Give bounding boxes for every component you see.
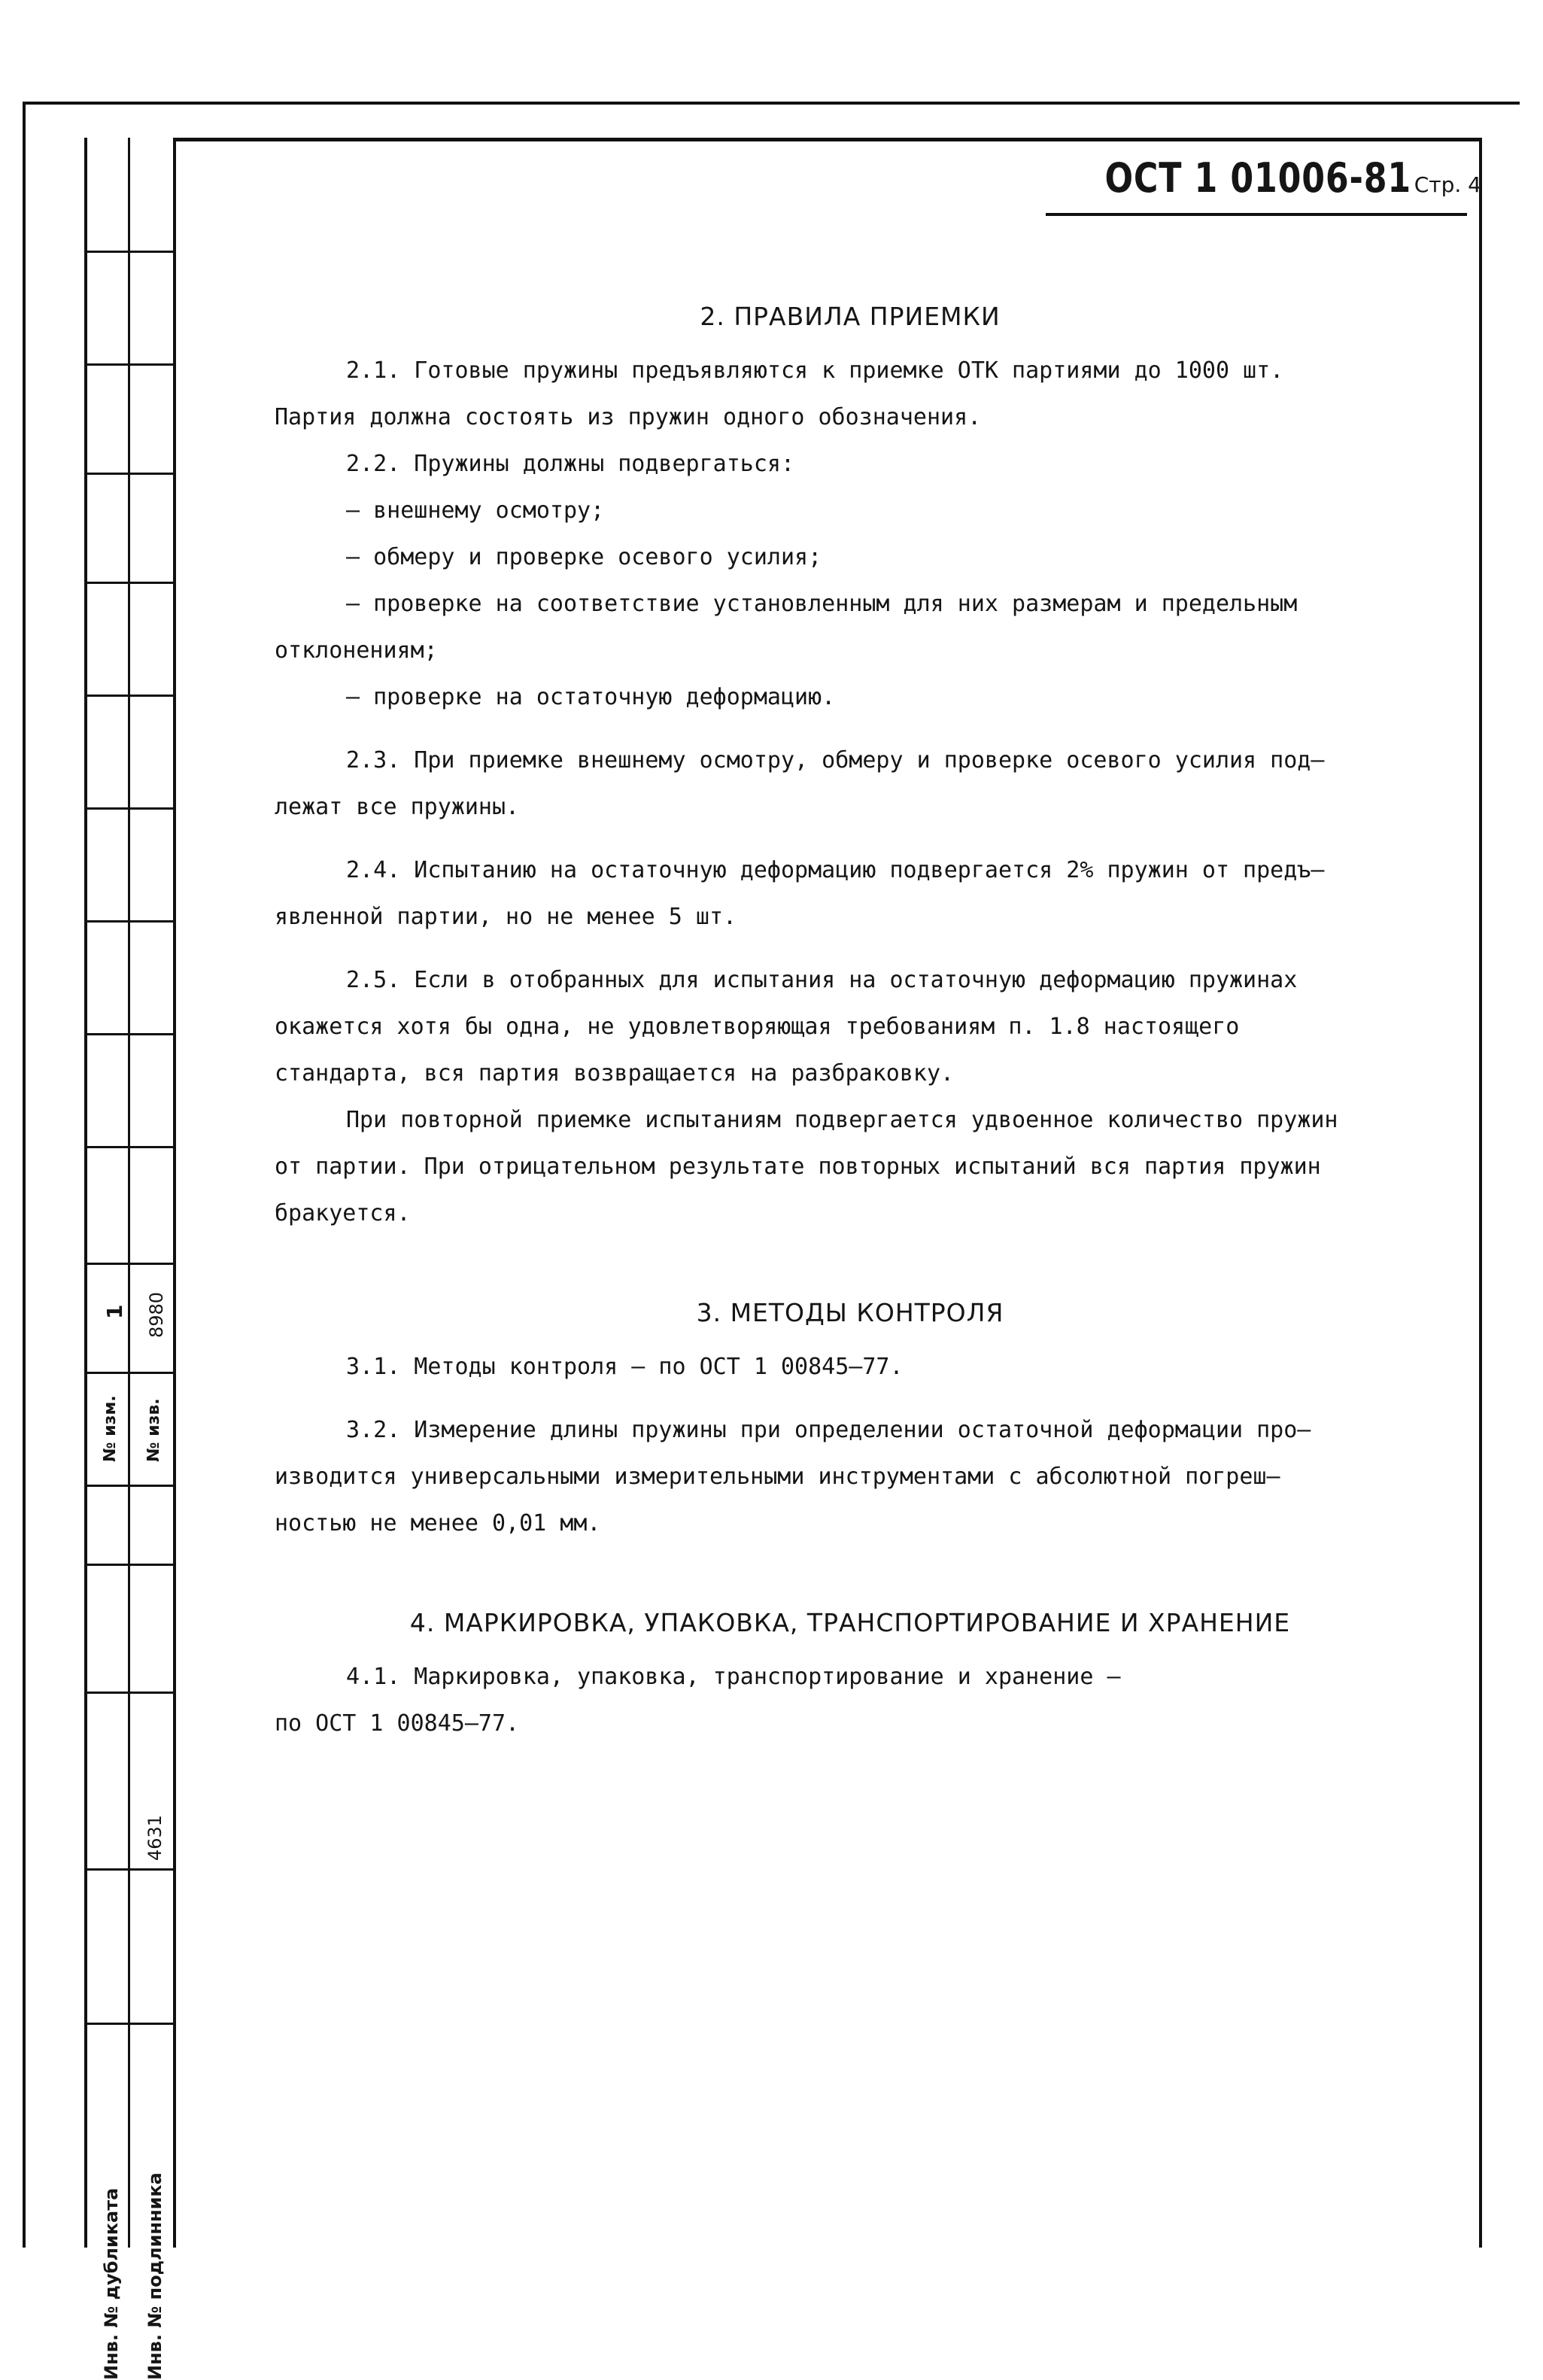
paragraph-2-4-line-2: явленной партии, но не менее 5 шт. [275, 904, 737, 930]
stamp-izm-label: № изм. [101, 1395, 120, 1462]
paragraph-2-2: 2.2. Пружины должны подвергаться: [346, 451, 795, 477]
paragraph-2-5-line-1: 2.5. Если в отобранных для испытания на остаточную деформацию пружинах [346, 967, 1298, 993]
stamp-original-label: Инв. № подлинника [144, 2172, 166, 2380]
stamp-row-line [87, 582, 173, 584]
stamp-row-line [87, 1146, 173, 1148]
paragraph-2-5-line-2: окажется хотя бы одна, не удовлетворяющая требованиям п. 1.8 настоящего [275, 1014, 1240, 1040]
paragraph-3-1: 3.1. Методы контроля – по ОСТ 1 00845–77. [346, 1354, 904, 1380]
paragraph-retest-line-3: бракуется. [275, 1200, 411, 1226]
stamp-divider [128, 138, 130, 2248]
stamp-row-line [87, 2023, 173, 2025]
spacer [275, 1237, 1426, 1282]
document-stamp-column [84, 138, 173, 2380]
stamp-row-line [87, 695, 173, 697]
stamp-row-line [87, 1868, 173, 1871]
paragraph-4-1-line-2: по ОСТ 1 00845–77. [275, 1710, 520, 1737]
outer-left-border [23, 102, 26, 2248]
stamp-row-line [87, 1372, 173, 1374]
stamp-row-line [87, 1033, 173, 1035]
paragraph-retest-line-1: При повторной приемке испытаниям подвергается удвоенное количество пружин [346, 1107, 1338, 1133]
stamp-row-line [87, 1263, 173, 1265]
paragraph-4-1-line-1: 4.1. Маркировка, упаковка, транспортирование и хранение – [346, 1664, 1121, 1690]
spacer [275, 1391, 1426, 1407]
stamp-row-line [87, 920, 173, 923]
paragraph-3-2-line-3: ностью не менее 0,01 мм. [275, 1510, 601, 1537]
document-code: ОСТ 1 01006-81 [1104, 154, 1411, 202]
stamp-inv-value: 4631 [144, 1814, 166, 1861]
header-underline [1046, 213, 1467, 216]
stamp-row-line [87, 473, 173, 475]
stamp-izm-value: 1 [102, 1304, 127, 1319]
paragraph-2-3-line-2: лежат все пружины. [275, 794, 520, 820]
stamp-row-line [87, 1692, 173, 1694]
paragraph-retest-line-2: от партии. При отрицательном результате повторных испытаний вся партия пружин [275, 1154, 1321, 1180]
section-4-title: 4. МАРКИРОВКА, УПАКОВКА, ТРАНСПОРТИРОВАНИЕ И ХРАНЕНИЕ [409, 1608, 1291, 1637]
paragraph-2-1-line-1: 2.1. Готовые пружины предъявляются к приемке ОТК партиями до 1000 шт. [346, 357, 1284, 384]
outer-top-border [23, 102, 1520, 105]
paragraph-2-3-line-1: 2.3. При приемке внешнему осмотру, обмеру и проверке осевого усилия под– [346, 747, 1325, 774]
list-item-4: – проверке на остаточную деформацию. [346, 684, 836, 710]
document-header [1037, 154, 1481, 202]
spacer [275, 941, 1426, 957]
stamp-row-line [87, 807, 173, 810]
section-3-title: 3. МЕТОДЫ КОНТРОЛЯ [696, 1298, 1004, 1327]
stamp-row-line [87, 363, 173, 366]
list-item-1: – внешнему осмотру; [346, 497, 605, 524]
paragraph-3-2-line-2: изводится универсальными измерительными инструментами с абсолютной погреш– [275, 1464, 1280, 1490]
document-body [275, 286, 1426, 1747]
paragraph-3-2-line-1: 3.2. Измерение длины пружины при определении остаточной деформации про– [346, 1417, 1311, 1443]
paragraph-2-5-line-3: стандарта, вся партия возвращается на разбраковку. [275, 1060, 955, 1087]
stamp-row-line [87, 251, 173, 253]
list-item-2: – обмеру и проверке осевого усилия; [346, 544, 822, 570]
section-2-title: 2. ПРАВИЛА ПРИЕМКИ [700, 302, 1001, 331]
stamp-izv-label: № изв. [144, 1398, 163, 1462]
stamp-duplicate-label: Инв. № дубликата [101, 2187, 122, 2380]
spacer [275, 831, 1426, 847]
spacer [275, 721, 1426, 737]
stamp-row-line [87, 1564, 173, 1566]
paragraph-2-4-line-1: 2.4. Испытанию на остаточную деформацию подвергается 2% пружин от предъ– [346, 857, 1325, 883]
stamp-row-line [87, 1485, 173, 1487]
stamp-izv-value: 8980 [146, 1291, 167, 1338]
paragraph-2-1-line-2: Партия должна состоять из пружин одного обозначения. [275, 404, 982, 430]
spacer [275, 1547, 1426, 1592]
list-item-3-line-1: – проверке на соответствие установленным для них размерам и предельным [346, 591, 1298, 617]
list-item-3-line-2: отклонениям; [275, 637, 438, 664]
page-number: Стр. 4 [1414, 172, 1481, 197]
